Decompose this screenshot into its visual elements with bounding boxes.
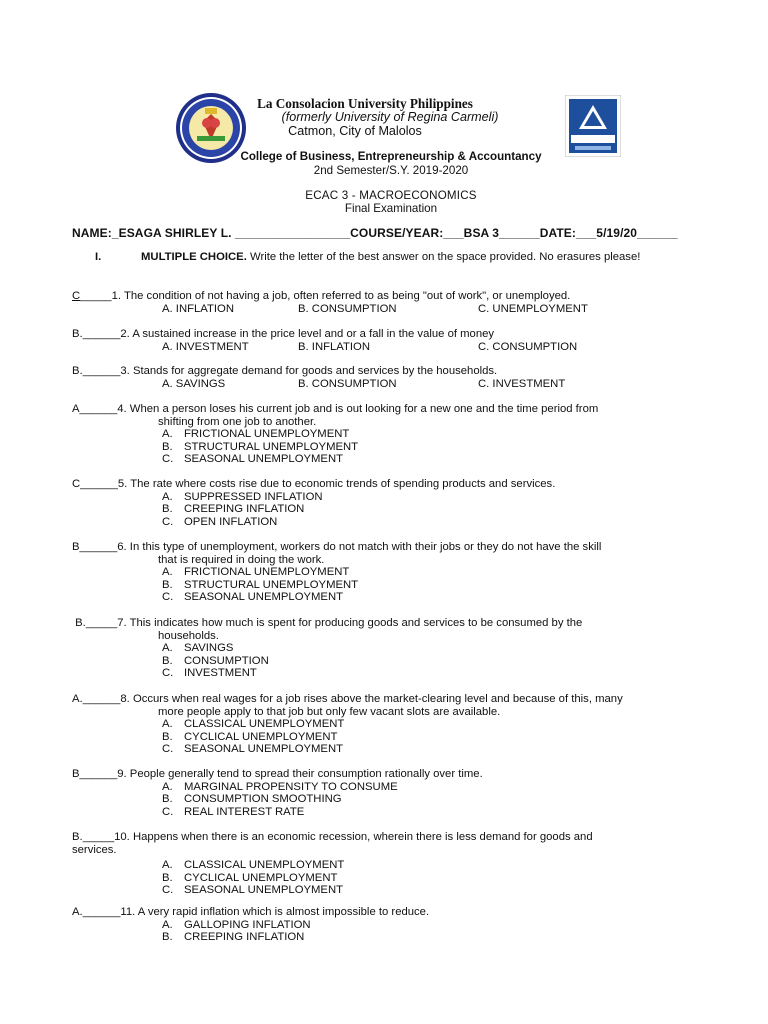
option-c	[162, 667, 582, 680]
college-name: College of Business, Entrepreneurship & Accountancy	[240, 150, 542, 163]
option-letter: B.	[162, 871, 173, 884]
option-b: B. CONSUMPTION	[298, 377, 397, 390]
option-list	[72, 428, 598, 466]
question-text: ______4. When a person loses his current job and is out looking for a new one and the time period from	[79, 403, 599, 415]
option-text: CONSUMPTION SMOOTHING	[184, 793, 342, 805]
question-text: ______9. People generally tend to spread their consumption rationally over time.	[79, 768, 483, 780]
answer-blank: A.	[72, 693, 83, 705]
option-c	[162, 806, 483, 819]
question-2	[72, 328, 578, 353]
option-text: INVESTMENT	[184, 667, 257, 679]
option-a	[162, 781, 483, 794]
option-letter: A.	[162, 780, 173, 793]
student-info-line: NAME:_ESAGA SHIRLEY L. _________________COURSE/YEAR:___BSA 3______DATE:___5/19/20______	[72, 226, 678, 240]
option-text: REAL INTEREST RATE	[184, 805, 305, 818]
question-stem	[72, 290, 570, 303]
question-text: _____7. This indicates how much is spent for producing goods and services to be consumed by the	[85, 617, 583, 629]
instructions-text: Write the letter of the best answer on the space provided. No erasures please!	[246, 251, 641, 263]
option-list	[72, 642, 582, 680]
option-letter: B.	[162, 654, 173, 667]
option-a	[162, 919, 429, 932]
question-stem	[72, 617, 582, 630]
option-row	[72, 340, 578, 354]
option-c	[162, 884, 593, 897]
question-continuation: shifting from one job to another.	[158, 415, 317, 428]
question-continuation: that is required in doing the work.	[158, 553, 325, 566]
option-c	[162, 516, 555, 529]
answer-blank: B.	[72, 831, 83, 843]
option-c	[162, 453, 598, 466]
option-text: SUPPRESSED INFLATION	[184, 490, 323, 503]
tuv-certified-badge-logo	[565, 95, 621, 157]
instructions	[95, 251, 640, 263]
option-list	[72, 718, 623, 756]
option-b	[162, 731, 623, 744]
option-c: C. UNEMPLOYMENT	[478, 302, 588, 315]
exam-type: Final Examination	[344, 202, 438, 215]
option-b	[162, 655, 582, 668]
option-b: B. INFLATION	[298, 340, 370, 353]
option-b	[162, 441, 598, 454]
option-letter: A.	[162, 859, 173, 871]
question-stem	[72, 831, 593, 844]
option-list	[72, 919, 429, 944]
option-text: CLASSICAL UNEMPLOYMENT	[184, 859, 345, 871]
option-letter: C.	[162, 667, 174, 679]
question-3	[72, 365, 566, 390]
option-a	[162, 428, 598, 441]
answer-blank: A.	[72, 906, 83, 918]
option-list	[72, 566, 601, 604]
question-stem	[72, 478, 555, 491]
option-letter: B.	[162, 730, 173, 743]
option-b	[162, 793, 483, 806]
course-title: ECAC 3 - MACROECONOMICS	[305, 189, 477, 202]
question-9	[72, 768, 483, 818]
option-b	[162, 579, 601, 592]
section-number: I.	[95, 251, 102, 263]
option-text: SEASONAL UNEMPLOYMENT	[184, 884, 344, 896]
university-address: Catmon, City of Malolos	[288, 124, 422, 138]
option-letter: C.	[162, 743, 174, 755]
question-stem	[72, 693, 623, 706]
option-text: SEASONAL UNEMPLOYMENT	[184, 743, 344, 755]
option-text: SAVINGS	[184, 642, 234, 654]
question-text: ______8. Occurs when real wages for a job rises above the market-clearing level and because of this, many	[82, 693, 623, 705]
option-list	[72, 859, 593, 897]
section-title: MULTIPLE CHOICE.	[141, 251, 247, 263]
question-7	[72, 617, 582, 680]
question-text: ______11. A very rapid inflation which is almost impossible to reduce.	[82, 906, 430, 918]
option-c	[162, 591, 601, 604]
question-stem	[72, 403, 598, 416]
option-text: CONSUMPTION	[184, 654, 269, 667]
question-stem	[72, 365, 497, 378]
option-text: OPEN INFLATION	[184, 515, 278, 528]
option-letter: C.	[162, 453, 174, 465]
option-a: A. INFLATION	[162, 302, 234, 315]
question-continuation: households.	[158, 629, 219, 642]
option-letter: A.	[162, 918, 173, 931]
option-row	[72, 377, 566, 391]
option-text: SEASONAL UNEMPLOYMENT	[184, 591, 344, 603]
answer-blank: B.	[72, 365, 83, 377]
option-c	[162, 743, 623, 756]
option-text: CREEPING INFLATION	[184, 931, 305, 943]
question-4	[72, 403, 598, 466]
option-letter: C.	[162, 515, 174, 528]
question-11	[72, 906, 429, 944]
option-a	[162, 718, 623, 731]
option-text: MARGINAL PROPENSITY TO CONSUME	[184, 780, 398, 793]
option-b	[162, 503, 555, 516]
question-stem	[72, 906, 429, 919]
answer-blank: B.	[72, 617, 86, 629]
option-row	[72, 302, 588, 316]
option-letter: B.	[162, 440, 173, 453]
question-stem	[72, 328, 494, 341]
option-letter: B.	[162, 503, 173, 515]
option-letter: C.	[162, 805, 174, 818]
answer-blank: B	[72, 541, 80, 553]
question-stem	[72, 768, 483, 781]
option-text: GALLOPING INFLATION	[184, 918, 311, 931]
option-a	[162, 491, 555, 504]
question-continuation: services.	[72, 843, 117, 856]
option-a	[162, 566, 601, 579]
option-text: CREEPING INFLATION	[184, 503, 305, 515]
option-list	[72, 781, 483, 819]
question-8	[72, 693, 623, 756]
option-a: A. SAVINGS	[162, 377, 226, 390]
answer-blank: A	[72, 403, 80, 415]
question-text: _____1. The condition of not having a job, often referred to as being "out of work", or unemployed.	[80, 290, 571, 302]
option-a: A. INVESTMENT	[162, 340, 249, 353]
question-1	[72, 290, 588, 315]
option-letter: A.	[162, 566, 173, 578]
option-c: C. INVESTMENT	[478, 377, 566, 390]
answer-blank: B.	[72, 328, 83, 340]
option-letter: A.	[162, 490, 173, 503]
question-stem	[72, 541, 601, 554]
semester-info: 2nd Semester/S.Y. 2019-2020	[313, 164, 469, 177]
question-5	[72, 478, 555, 528]
question-text: _____10. Happens when there is an economic recession, wherein there is less demand for goods and	[82, 831, 593, 843]
option-text: FRICTIONAL UNEMPLOYMENT	[184, 428, 350, 440]
former-name: (formerly University of Regina Carmeli)	[281, 110, 499, 124]
answer-blank: C	[72, 478, 81, 490]
option-b	[162, 872, 593, 885]
question-10	[72, 831, 593, 897]
option-letter: A.	[162, 428, 173, 440]
option-text: STRUCTURAL UNEMPLOYMENT	[184, 440, 359, 453]
option-text: CYCLICAL UNEMPLOYMENT	[184, 871, 338, 884]
option-b: B. CONSUMPTION	[298, 302, 397, 315]
option-text: STRUCTURAL UNEMPLOYMENT	[184, 578, 359, 591]
option-letter: B.	[162, 578, 173, 591]
option-text: FRICTIONAL UNEMPLOYMENT	[184, 566, 350, 578]
option-list	[72, 491, 555, 529]
question-text: ______3. Stands for aggregate demand for goods and services by the households.	[82, 365, 498, 377]
option-letter: A.	[162, 642, 173, 654]
option-letter: A.	[162, 718, 173, 730]
university-name: La Consolacion University Philippines	[257, 96, 473, 111]
option-c: C. CONSUMPTION	[478, 340, 578, 353]
option-letter: B.	[162, 931, 173, 943]
option-text: CLASSICAL UNEMPLOYMENT	[184, 718, 345, 730]
option-letter: C.	[162, 884, 174, 896]
question-text: ______6. In this type of unemployment, workers do not match with their jobs or they do not have the skill	[79, 541, 602, 553]
question-text: ______5. The rate where costs rise due to economic trends of spending products and services.	[80, 478, 556, 490]
answer-blank: B	[72, 768, 80, 780]
option-a	[162, 642, 582, 655]
option-b	[162, 931, 429, 944]
option-text: CYCLICAL UNEMPLOYMENT	[184, 730, 338, 743]
option-text: SEASONAL UNEMPLOYMENT	[184, 453, 344, 465]
option-letter: B.	[162, 793, 173, 805]
question-6	[72, 541, 601, 604]
question-text: ______2. A sustained increase in the price level and or a fall in the value of money	[82, 328, 495, 340]
answer-blank: C	[72, 290, 81, 302]
option-letter: C.	[162, 591, 174, 603]
option-a	[162, 859, 593, 872]
question-continuation: more people apply to that job but only few vacant slots are available.	[158, 705, 501, 718]
